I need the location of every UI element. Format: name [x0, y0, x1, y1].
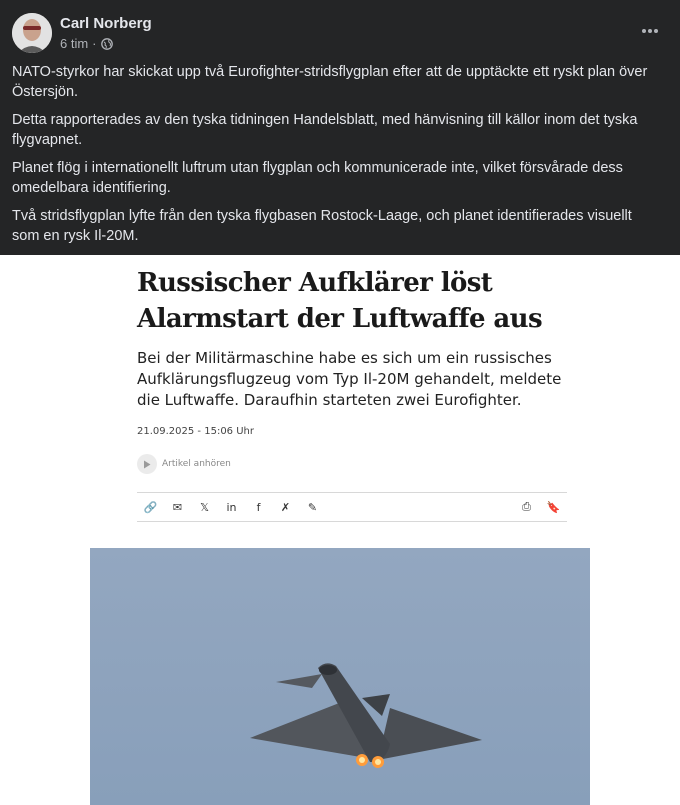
post-header	[0, 0, 680, 255]
headline-line: Russischer Aufklärer löst	[137, 268, 493, 298]
meta-separator: ·	[92, 36, 97, 51]
globe-icon[interactable]	[101, 38, 113, 50]
post-text	[12, 62, 662, 254]
headline-line: Alarmstart der Luftwaffe aus	[137, 304, 542, 334]
print-icon: ⎙	[522, 500, 531, 513]
article-headline	[137, 265, 577, 337]
edit-icon: ✎	[307, 500, 318, 514]
post-time[interactable]: 6 tim	[60, 36, 89, 51]
link-icon: 🔗	[143, 500, 158, 514]
share-right-group	[513, 497, 567, 517]
author-name[interactable]: Carl Norberg	[60, 15, 152, 32]
post-paragraph: Två stridsflygplan lyfte från den tyska flygbasen Rostock-Laage, och planet identifierades visuellt som en rysk Il-20M.	[12, 208, 632, 244]
avatar[interactable]	[12, 13, 52, 53]
mail-icon: ✉	[172, 500, 183, 514]
listen-label: Artikel anhören	[162, 459, 231, 469]
eurofighter-photo	[90, 548, 590, 805]
jet-illustration	[90, 548, 590, 805]
article-date: 21.09.2025 - 15:06 Uhr	[137, 426, 254, 437]
post-paragraph: Detta rapporterades av den tyska tidningen Handelsblatt, med hänvisning till källor inom det tyska flygvapnet.	[12, 112, 638, 148]
lead-line: die Luftwaffe. Daraufhin starteten zwei Eurofighter.	[137, 391, 522, 409]
lead-line: Bei der Militärmaschine habe es sich um ein russisches	[137, 349, 552, 367]
post-paragraph: NATO-styrkor har skickat upp två Eurofighter-stridsflygplan efter att de upptäckte ett ryskt plan över Östersjön.	[12, 64, 648, 100]
linkedin-icon: in	[226, 500, 237, 514]
article-lead	[137, 348, 577, 411]
more-options-button[interactable]	[636, 20, 664, 42]
play-icon	[137, 454, 157, 474]
more-dots-icon	[641, 28, 659, 34]
xing-icon: ✗	[280, 500, 291, 514]
share-bar	[137, 492, 567, 522]
facebook-icon: f	[256, 500, 261, 514]
avatar-photo	[12, 13, 52, 53]
bookmark-icon: 🔖	[546, 500, 561, 514]
post-meta	[60, 36, 113, 51]
x-icon: 𝕏	[200, 500, 209, 514]
post-paragraph: Planet flög i internationellt luftrum utan flygplan och kommunicerade inte, vilket försvårade dess omedelbara identifiering.	[12, 160, 623, 196]
lead-line: Aufklärungsflugzeug vom Typ Il-20M gehandelt, meldete	[137, 370, 562, 388]
listen-button	[137, 454, 231, 474]
attached-image[interactable]	[0, 255, 680, 805]
